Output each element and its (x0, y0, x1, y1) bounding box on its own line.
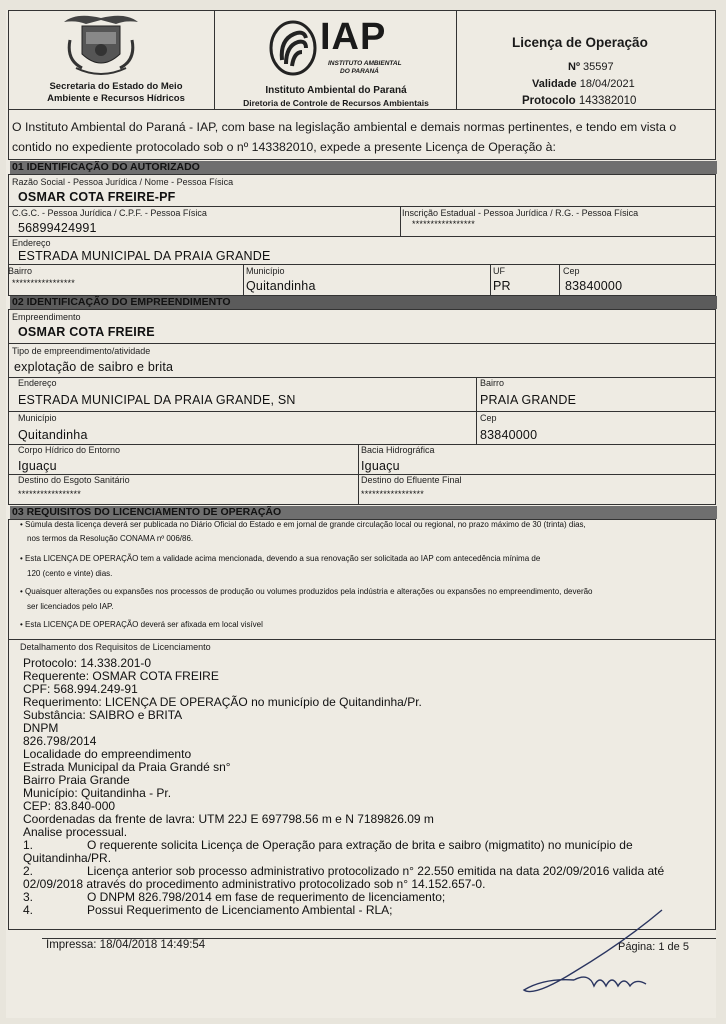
intro-line2: contido no expediente protocolado sob o nº 143382010, expede a presente Licença de Operação à: (12, 140, 556, 154)
ie-value: ***************** (412, 219, 475, 229)
cep2-value: 83840000 (480, 428, 538, 442)
page-number: Página: 1 de 5 (618, 941, 689, 953)
requisito-2a-text: Esta LICENÇA DE OPERAÇÃO tem a validade acima mencionada, devendo a sua renovação ser solicitada ao IAP com antecedência mínima de (25, 554, 541, 563)
efluente-label: Destino do Efluente Final (361, 475, 462, 485)
signature-icon (514, 902, 684, 1002)
detalhamento-item-text: Quitandinha/PR. (23, 851, 112, 865)
uf1-label: UF (493, 266, 505, 276)
iap-logo-text: IAP (320, 16, 387, 58)
empreendimento-label: Empreendimento (12, 312, 81, 322)
empreendimento-value: OSMAR COTA FREIRE (18, 325, 155, 339)
license-number-row (568, 61, 614, 73)
cep1-value: 83840000 (565, 279, 623, 293)
detalhamento-item-text: 02/09/2018 através do procedimento administrativo protocolizado sob n° 14.152.657-0. (23, 877, 486, 891)
detalhamento-line: CPF: 568.994.249-91 (23, 682, 138, 696)
detalhamento-line: DNPM (23, 721, 59, 735)
detalhamento-line: Requerente: OSMAR COTA FREIRE (23, 669, 219, 683)
corpo-hidrico-value: Iguaçu (18, 459, 57, 473)
section3-title: 03 REQUISITOS DO LICENCIAMENTO DE OPERAÇÃO (10, 506, 717, 519)
detalhamento-item (23, 904, 393, 917)
protocolo-row (522, 95, 636, 107)
parana-coat-of-arms-icon (56, 10, 146, 78)
validade-label: Validade (532, 78, 577, 90)
detalhamento-item (23, 865, 664, 878)
validade-date: 18/04/2021 (579, 78, 635, 90)
bairro1-label: Bairro (8, 266, 33, 276)
requisito-3b: ser licenciados pelo IAP. (27, 602, 114, 611)
requisito-1b: nos termos da Resolução CONAMA nº 006/86. (27, 534, 194, 543)
detalhamento-line: Coordenadas da frente de lavra: UTM 22J E 697798.56 m e N 7189826.09 m (23, 812, 434, 826)
bairro2-value: PRAIA GRANDE (480, 393, 577, 407)
diretoria-name: Diretoria de Controle de Recursos Ambientais (243, 98, 429, 108)
detalhamento-item-text: O DNPM 826.798/2014 em fase de requerimento de licenciamento; (87, 890, 446, 904)
detalhamento-item (23, 852, 111, 865)
doc-title: Licença de Operação (512, 35, 648, 50)
secretaria-line1: Secretaria do Estado do Meio (49, 81, 183, 92)
detalhamento-item-number: 1. (23, 838, 34, 852)
detalhamento-item (23, 839, 633, 852)
requisito-2a: • Esta LICENÇA DE OPERAÇÃO tem a validade acima mencionada, devendo a sua renovação ser solicitada ao IAP com antecedência mínima de (20, 554, 541, 563)
detalhamento-item (23, 878, 485, 891)
impressa-timestamp: Impressa: 18/04/2018 14:49:54 (46, 939, 206, 951)
municipio2-value: Quitandinha (18, 428, 88, 442)
detalhamento-label: Detalhamento dos Requisitos de Licenciamento (20, 642, 211, 652)
requisito-1a-text: Súmula desta licença deverá ser publicada no Diário Oficial do Estado e em jornal de grande circulação local ou regional, no prazo máximo de 30 (trinta) dias, (25, 520, 586, 529)
validade-row (532, 78, 635, 90)
municipio1-value: Quitandinha (246, 279, 316, 293)
razao-label: Razão Social - Pessoa Jurídica / Nome - Pessoa Física (12, 177, 234, 187)
corpo-hidrico-label: Corpo Hídrico do Entorno (18, 445, 121, 455)
detalhamento-line: Protocolo: 14.338.201-0 (23, 656, 152, 670)
requisito-3a-text: Quaisquer alterações ou expansões nos processos de produção ou volumes produzidos pela indústria e alterações ou expansões no empreendimento, deverão (25, 587, 593, 596)
detalhamento-line: Bairro Praia Grande (23, 773, 130, 787)
cgc-value: 56899424991 (18, 221, 97, 235)
protocolo-label: Protocolo (522, 95, 576, 107)
detalhamento-item-text: Possui Requerimento de Licenciamento Ambiental - RLA; (87, 903, 393, 917)
uf1-value: PR (493, 279, 511, 293)
municipio1-label: Município (246, 266, 285, 276)
detalhamento-line: Estrada Municipal da Praia Grandé sn° (23, 760, 231, 774)
protocolo-number: 143382010 (578, 95, 637, 107)
intro-line1: O Instituto Ambiental do Paraná - IAP, com base na legislação ambiental e demais normas pertinentes, e tendo em vista o (12, 120, 677, 134)
detalhamento-line: Localidade do empreendimento (23, 747, 192, 761)
bairro1-value: ***************** (12, 278, 75, 288)
license-number: 35597 (583, 61, 614, 73)
endereco2-value: ESTRADA MUNICIPAL DA PRAIA GRANDE, SN (18, 393, 296, 407)
detalhamento-line: Substância: SAIBRO e BRITA (23, 708, 183, 722)
detalhamento-line: Requerimento: LICENÇA DE OPERAÇÃO no município de Quitandinha/Pr. (23, 695, 422, 709)
iap-logo-sub2: DO PARANÁ (340, 68, 379, 75)
razao-value: OSMAR COTA FREIRE-PF (18, 190, 176, 204)
section2-title: 02 IDENTIFICAÇÃO DO EMPREENDIMENTO (10, 296, 717, 309)
detalhamento-item-text: Licença anterior sob processo administrativo protocolizado n° 22.550 emitida na data 202/09/2016 valida até (87, 864, 665, 878)
requisito-4: • Esta LICENÇA DE OPERAÇÃO deverá ser afixada em local visível (20, 620, 263, 629)
requisito-4-text: Esta LICENÇA DE OPERAÇÃO deverá ser afixada em local visível (25, 620, 263, 629)
cgc-label: C.G.C. - Pessoa Jurídica / C.P.F. - Pessoa Física (12, 208, 207, 218)
detalhamento-line: 826.798/2014 (23, 734, 97, 748)
ie-label: Inscrição Estadual - Pessoa Jurídica / R.G. - Pessoa Física (402, 208, 639, 218)
requisito-3a: • Quaisquer alterações ou expansões nos processos de produção ou volumes produzidos pela indústria e alterações ou expansões no empreendimento, deverão (20, 587, 593, 596)
instituto-name: Instituto Ambiental do Paraná (265, 85, 407, 96)
iap-logo-icon (268, 20, 318, 76)
efluente-value: ***************** (361, 489, 424, 499)
requisito-1a: • Súmula desta licença deverá ser publicada no Diário Oficial do Estado e em jornal de grande circulação local ou regional, no prazo máximo de 30 (trinta) dias, (20, 520, 586, 529)
tipo-value: explotação de saibro e brita (14, 360, 174, 374)
detalhamento-line: Município: Quitandinha - Pr. (23, 786, 172, 800)
detalhamento-line: CEP: 83.840-000 (23, 799, 116, 813)
bacia-value: Iguaçu (361, 459, 400, 473)
detalhamento-item-text: O requerente solicita Licença de Operação para extração de brita e saibro (migmatito) no município de (87, 838, 633, 852)
detalhamento-item-number: 2. (23, 864, 34, 878)
secretaria-line2: Ambiente e Recursos Hídricos (47, 93, 185, 104)
detalhamento-item-number: 4. (23, 903, 34, 917)
bairro2-label: Bairro (480, 378, 505, 388)
tipo-label: Tipo de empreendimento/atividade (12, 346, 151, 356)
esgoto-label: Destino do Esgoto Sanitário (18, 475, 130, 485)
endereco2-label: Endereço (18, 378, 57, 388)
numero-label: Nº (568, 61, 580, 73)
endereco1-value: ESTRADA MUNICIPAL DA PRAIA GRANDE (18, 249, 271, 263)
license-document (6, 10, 716, 1018)
requisito-2b: 120 (cento e vinte) dias. (27, 569, 113, 578)
detalhamento-line: Analise processual. (23, 825, 128, 839)
esgoto-value: ***************** (18, 489, 81, 499)
bacia-label: Bacia Hidrográfica (361, 445, 435, 455)
section1-title: 01 IDENTIFICAÇÃO DO AUTORIZADO (10, 161, 717, 174)
detalhamento-item (23, 891, 445, 904)
cep1-label: Cep (563, 266, 580, 276)
endereco1-label: Endereço (12, 238, 51, 248)
detalhamento-item-number: 3. (23, 890, 34, 904)
iap-logo-sub1: INSTITUTO AMBIENTAL (328, 60, 402, 67)
municipio2-label: Município (18, 413, 57, 423)
cep2-label: Cep (480, 413, 497, 423)
